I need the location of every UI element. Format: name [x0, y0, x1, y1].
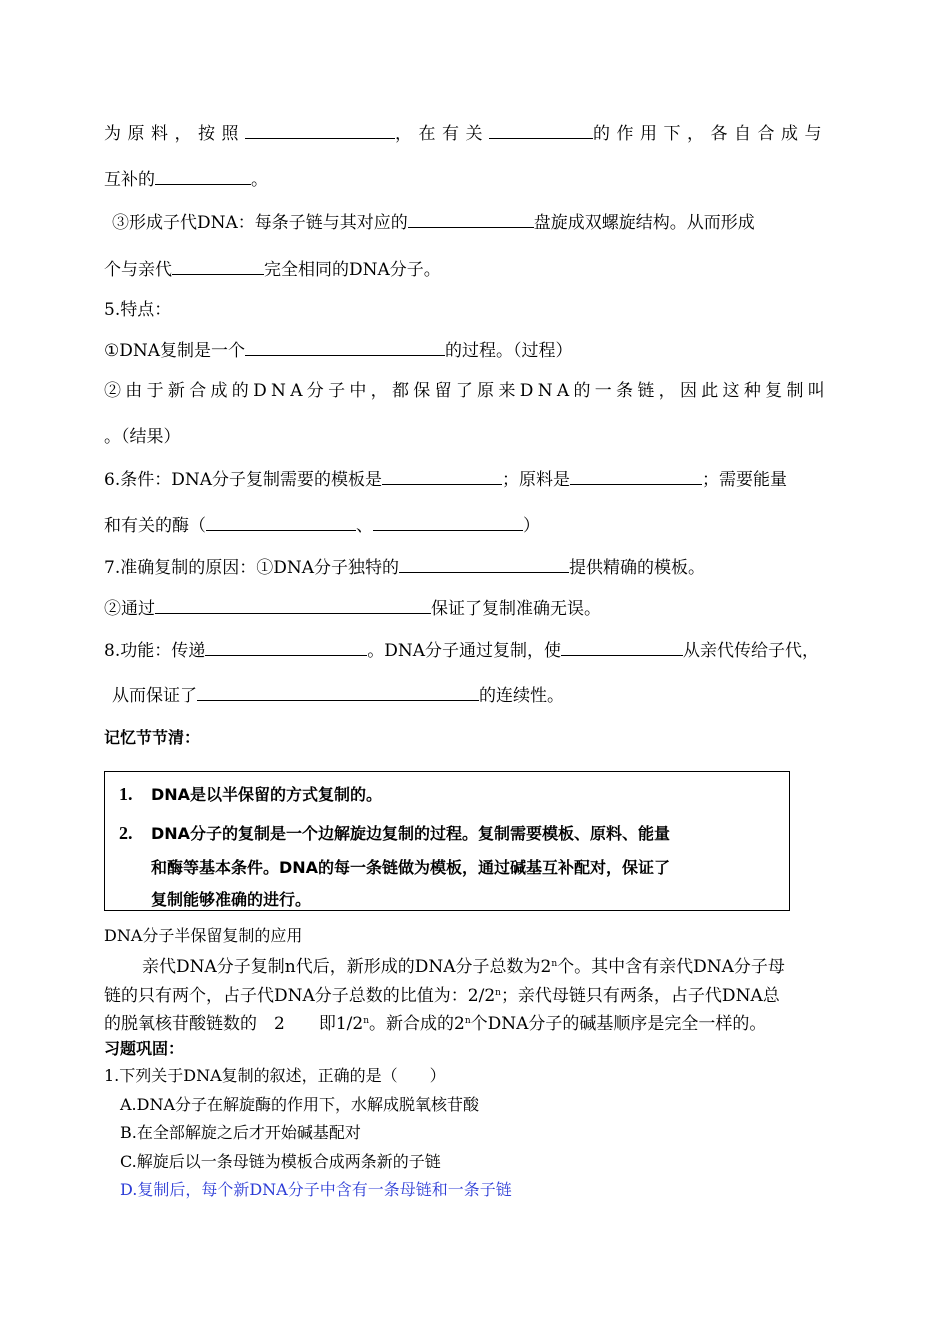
paragraph-line: 亲代DNA分子复制n代后，新形成的DNA分子总数为2$^n$个。其中含有亲代DNA分子母	[142, 957, 785, 977]
fill-blank[interactable]	[561, 639, 683, 656]
text-line-10: 和有关的酶（ 、 ）	[104, 516, 540, 536]
fill-blank[interactable]	[205, 639, 367, 656]
fill-blank[interactable]	[245, 122, 395, 139]
text-line-13: 8.功能：传递 。DNA分子通过复制，使 从亲代传给子代，	[104, 641, 820, 661]
exercise-title: 习题巩固：	[104, 1039, 185, 1058]
paragraph-line: 的脱氧核苷酸链数的 2 即1/2$^n$。新合成的2$^n$个DNA分子的碱基顺序是完全一样的。	[104, 1014, 767, 1034]
application-title: DNA分子半保留复制的应用	[104, 926, 303, 945]
memory-item-2: 2. DNA分子的复制是一个边解旋边复制的过程。复制需要模板、原料、能量	[119, 823, 671, 843]
fill-blank[interactable]	[408, 211, 534, 228]
section-heading: 5.特点：	[104, 300, 172, 320]
fill-blank[interactable]	[373, 514, 523, 531]
text-line-6: ①DNA复制是一个 的过程。（过程）	[104, 341, 573, 361]
text-line-9: 6.条件：DNA分子复制需要的模板是 ；原料是 ；需要能量	[104, 470, 788, 490]
memory-item-1: 1. DNA是以半保留的方式复制的。	[119, 784, 383, 804]
text-line-3: ③形成子代DNA：每条子链与其对应的 盘旋成双螺旋结构。从而形成	[112, 213, 755, 233]
memory-item-2-cont: 复制能够准确的进行。	[151, 890, 312, 909]
fill-blank[interactable]	[206, 514, 356, 531]
question-1: 1.下列关于DNA复制的叙述，正确的是（ ）	[104, 1066, 446, 1085]
fill-blank[interactable]	[197, 684, 479, 701]
option-b[interactable]: B.在全部解旋之后才开始碱基配对	[120, 1123, 361, 1142]
fill-blank[interactable]	[155, 168, 251, 185]
option-a[interactable]: A.DNA分子在解旋酶的作用下，水解成脱氧核苷酸	[120, 1095, 480, 1114]
text-line-2: 互补的 。	[104, 170, 268, 190]
fill-blank[interactable]	[172, 258, 264, 275]
text-line-14: 从而保证了 的连续性。	[112, 686, 564, 706]
text-line-4: 个与亲代 完全相同的DNA分子。	[104, 260, 441, 280]
option-d-answer[interactable]: D.复制后，每个新DNA分子中含有一条母链和一条子链	[120, 1180, 512, 1199]
fill-blank[interactable]	[570, 468, 702, 485]
memory-title: 记忆节节清：	[104, 728, 201, 747]
memory-item-2-cont: 和酶等基本条件。DNA的每一条链做为模板，通过碱基互补配对，保证了	[151, 858, 671, 877]
fill-blank[interactable]	[399, 556, 569, 573]
fill-blank[interactable]	[245, 339, 445, 356]
fill-blank[interactable]	[155, 597, 431, 614]
option-c[interactable]: C.解旋后以一条母链为模板合成两条新的子链	[120, 1152, 441, 1171]
text-line-1: 为原料，按照 ，在有关 的作用下，各自合成与	[104, 124, 828, 144]
memory-box	[104, 771, 790, 911]
text-line-7: ②由于新合成的DNA分子中，都保留了原来DNA的一条链，因此这种复制叫	[104, 381, 830, 401]
text-line-11: 7.准确复制的原因：①DNA分子独特的 提供精确的模板。	[104, 558, 706, 578]
paragraph-line: 链的只有两个，占子代DNA分子总数的比值为：2/2$^n$；亲代母链只有两条，占子代DNA总	[104, 986, 780, 1006]
text-line-8: 。（结果）	[104, 427, 181, 447]
text-line-12: ②通过 保证了复制准确无误。	[104, 599, 601, 619]
fill-blank[interactable]	[489, 122, 593, 139]
fill-blank[interactable]	[382, 468, 502, 485]
